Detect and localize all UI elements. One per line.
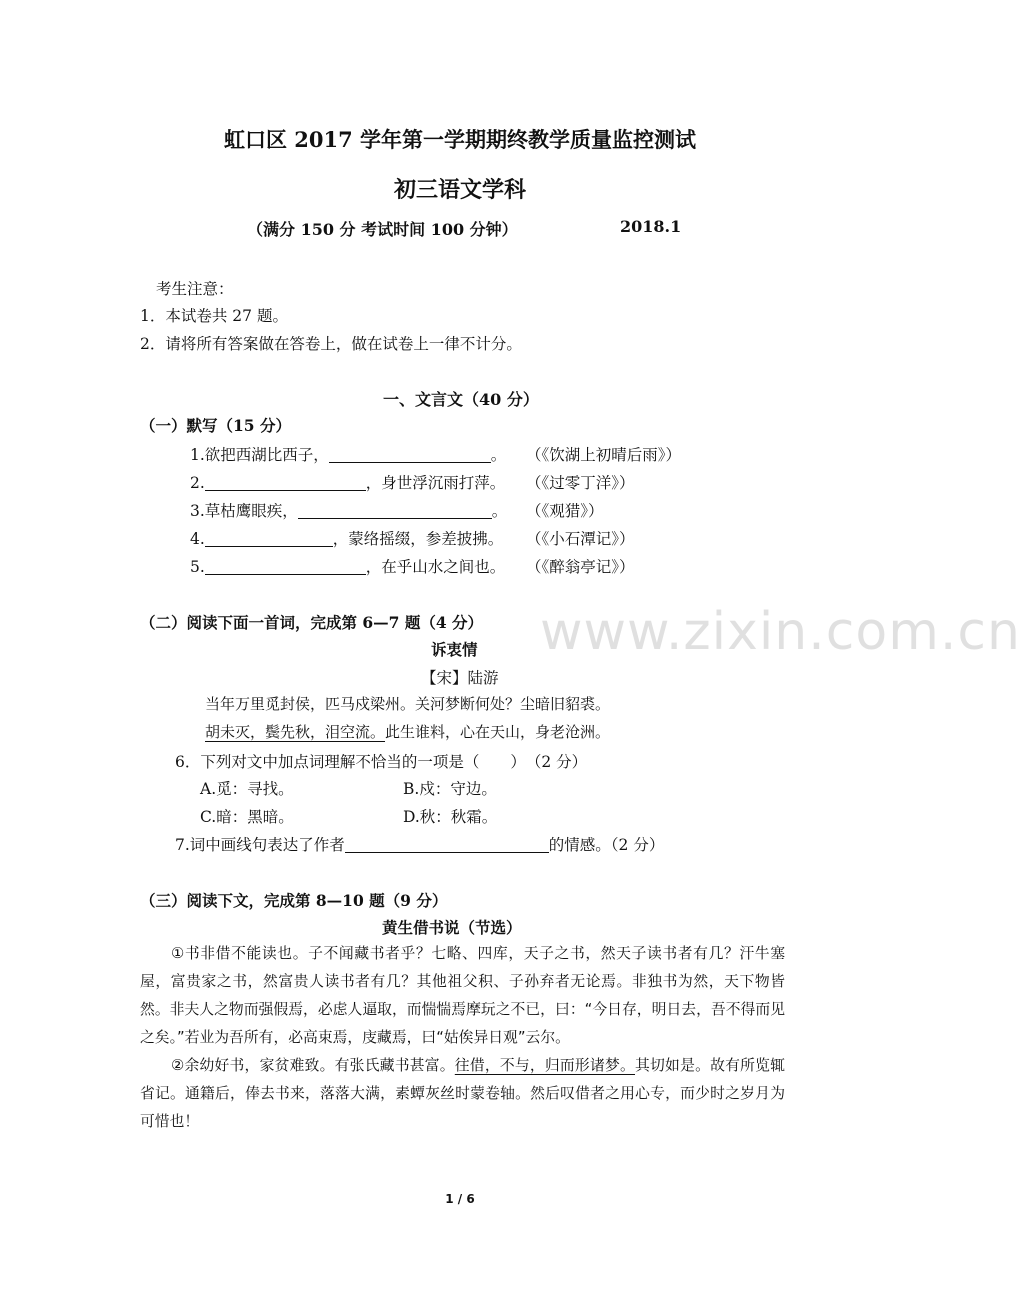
q3-text: 3.草枯鹰眼疾， — [190, 502, 298, 520]
question-6: 6．下列对文中加点词理解不恰当的一项是（ ） （2 分） — [175, 753, 588, 771]
q1-text: 1.欲把西湖比西子， — [190, 446, 329, 464]
question-3 — [190, 499, 507, 521]
para2-rest: 其切如是。故有所览辄省记。通籍后，俸去书来，落落大满，素蟫灰丝时蒙卷轴。然后叹借者之用心专，而少时之岁月为可惜也！ — [140, 1057, 785, 1130]
q2-text: ，身世浮沉雨打萍。 — [365, 474, 506, 492]
notice-item-1: 1．本试卷共 27 题。 — [140, 307, 288, 325]
answer-blank[interactable] — [345, 836, 549, 853]
passage-paragraph-1: ①书非借不能读也。子不闻藏书者乎？七略、四库，天子之书，然天子读书者有几？汗牛塞屋，富贵家之书，然富贵人读书者有几？其他祖父积、子孙弃者无论焉。非独书为然，天下物皆然。非夫人之物而强假焉，必虑人逼取，而惴惴焉摩玩之不已，曰：“今日存，明日去，吾不得而见之矣。”若业为吾所有，必高束焉，庋藏焉，曰“姑俟异日观”云尔。 — [140, 945, 785, 1046]
q4-source: （《小石潭记》） — [526, 530, 635, 548]
part1-heading: （一）默写（15 分） — [140, 416, 291, 435]
q6-option-b: B.戍：守边。 — [403, 780, 497, 798]
part2-heading: （二）阅读下面一首词，完成第 6—7 题（4 分） — [140, 613, 484, 632]
q7-end: 的情感。（2 分） — [548, 836, 665, 854]
answer-blank[interactable] — [205, 558, 366, 575]
question-4 — [190, 527, 503, 549]
q6-option-d: D.秋：秋霜。 — [403, 808, 498, 826]
part3-heading: （三）阅读下文，完成第 8—10 题（9 分） — [140, 891, 448, 910]
underlined-verse: 胡未灭，鬓先秋，泪空流。 — [205, 723, 386, 741]
verse-rest: 此生谁料，心在天山，身老沧洲。 — [385, 723, 611, 741]
q6-option-a: A.觅：寻找。 — [200, 780, 294, 798]
underlined-sentence: 往借，不与，归而形诸梦。 — [454, 1057, 636, 1074]
poem-line-2 — [205, 721, 610, 742]
q4-text: ，蒙络摇缀，参差披拂。 — [332, 530, 504, 548]
notice-heading: 考生注意： — [156, 280, 234, 298]
poem-author: 【宋】陆游 — [421, 669, 499, 687]
passage-paragraph-2 — [140, 1052, 785, 1136]
q6-option-c: C.暗：黑暗。 — [200, 808, 294, 826]
exam-date: 2018.1 — [620, 217, 682, 236]
answer-blank[interactable] — [329, 446, 491, 463]
question-5 — [190, 555, 505, 577]
question-1 — [190, 443, 506, 465]
question-2 — [190, 471, 505, 493]
section-heading-classical: 一、文言文（40 分） — [383, 390, 539, 409]
passage-title: 黄生借书说（节选） — [382, 918, 522, 937]
answer-blank[interactable] — [298, 502, 492, 519]
q5-number: 5. — [190, 558, 205, 576]
q3-end: 。 — [491, 502, 508, 520]
q1-end: 。 — [490, 446, 507, 464]
q5-source: （《醉翁亭记》） — [526, 558, 635, 576]
subject-title: 初三语文学科 — [393, 177, 526, 203]
poem-title: 诉衷情 — [431, 640, 478, 659]
q7-text: 7.词中画线句表达了作者 — [175, 836, 345, 854]
poem-line-1: 当年万里觅封侯，匹马戍梁州。关河梦断何处？尘暗旧貂裘。 — [205, 695, 611, 713]
question-7 — [175, 833, 664, 855]
q4-number: 4. — [190, 530, 205, 548]
notice-item-2: 2．请将所有答案做在答卷上，做在试卷上一律不计分。 — [140, 335, 522, 353]
passage-body — [140, 940, 785, 1136]
watermark: www.zixin.com.cn — [540, 602, 1021, 662]
para2-start: ②余幼好书，家贫难致。有张氏藏书甚富。 — [171, 1057, 455, 1074]
exam-meta: （满分 150 分 考试时间 100 分钟） — [247, 220, 518, 239]
page-number: 1 / 6 — [445, 1192, 475, 1206]
exam-title: 虹口区 2017 学年第一学期期终教学质量监控测试 — [223, 127, 697, 152]
q2-source: （《过零丁洋》） — [526, 474, 635, 492]
q2-number: 2. — [190, 474, 205, 492]
answer-blank[interactable] — [205, 530, 333, 547]
q5-text: ，在乎山水之间也。 — [365, 558, 506, 576]
q1-source: （《饮湖上初晴后雨》） — [526, 446, 682, 464]
q3-source: （《观猎》） — [526, 502, 604, 520]
answer-blank[interactable] — [205, 474, 366, 491]
